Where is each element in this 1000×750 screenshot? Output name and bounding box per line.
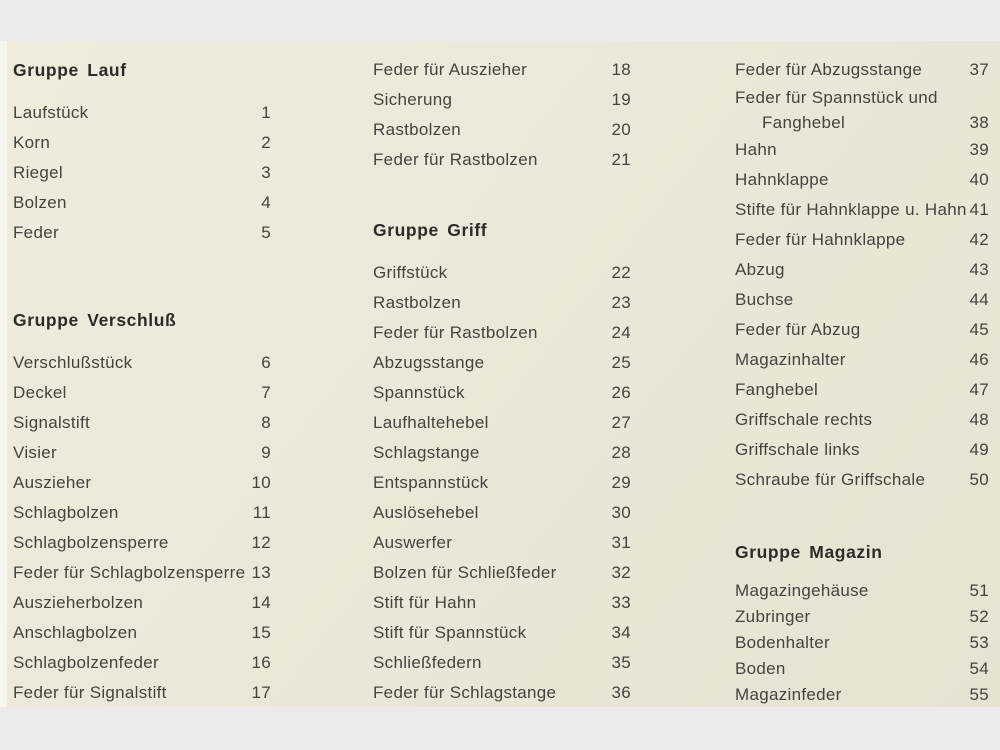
part-name: Rastbolzen — [373, 120, 462, 139]
parts-list-page — [0, 41, 1000, 707]
parts-list-row — [735, 435, 989, 465]
parts-list-row — [13, 618, 271, 648]
part-name: Korn — [13, 133, 51, 152]
part-name: Magazinhalter — [735, 350, 846, 369]
parts-list-row — [13, 188, 271, 218]
part-name: Buchse — [735, 290, 794, 309]
part-number: 28 — [611, 443, 631, 462]
row-line-2 — [735, 110, 989, 135]
part-name: Deckel — [13, 383, 67, 402]
parts-list-row — [373, 145, 631, 175]
group-heading: Gruppe Lauf — [13, 60, 127, 80]
part-name: Bolzen für Schließfeder — [373, 563, 557, 582]
parts-list-row — [735, 225, 989, 255]
part-name: Feder für Abzug — [735, 320, 861, 339]
part-name: Feder für Schlagbolzensperre — [13, 563, 246, 582]
part-name: Rastbolzen — [373, 293, 462, 312]
part-name: Auswerfer — [373, 533, 453, 552]
part-number: 15 — [251, 623, 271, 642]
part-name: Stift für Spannstück — [373, 623, 527, 642]
part-name: Griffschale links — [735, 440, 860, 459]
parts-list-row — [373, 55, 631, 85]
parts-list-row — [735, 465, 989, 495]
parts-list-row — [13, 468, 271, 498]
part-name: Auszieher — [13, 473, 92, 492]
part-name: Abzugsstange — [373, 353, 485, 372]
part-number: 21 — [611, 150, 631, 169]
column-griff — [373, 55, 631, 708]
part-number: 8 — [261, 413, 271, 432]
parts-list-row — [735, 255, 989, 285]
parts-list-row — [735, 578, 989, 604]
parts-list-row — [735, 630, 989, 656]
part-name: Schraube für Griffschale — [735, 470, 926, 489]
part-name: Hahnklappe — [735, 170, 829, 189]
part-number: 12 — [251, 533, 271, 552]
part-name: Schlagbolzen — [13, 503, 119, 522]
parts-list-row — [735, 315, 989, 345]
part-number: 17 — [251, 683, 271, 702]
part-name-continued: Fanghebel — [762, 113, 846, 132]
part-name: Abzug — [735, 260, 785, 279]
part-name: Magazingehäuse — [735, 581, 869, 600]
part-name: Laufstück — [13, 103, 89, 122]
parts-list-row — [13, 558, 271, 588]
parts-list-row — [373, 115, 631, 145]
parts-list-row — [13, 588, 271, 618]
part-name: Schlagbolzensperre — [13, 533, 169, 552]
part-number: 20 — [611, 120, 631, 139]
part-number: 55 — [969, 685, 989, 704]
part-name: Boden — [735, 659, 786, 678]
part-number: 30 — [611, 503, 631, 522]
part-name: Anschlagbolzen — [13, 623, 138, 642]
parts-list-row — [13, 408, 271, 438]
part-number: 47 — [969, 380, 989, 399]
part-number: 22 — [611, 263, 631, 282]
part-number: 44 — [969, 290, 989, 309]
part-number: 3 — [261, 163, 271, 182]
parts-list-row — [13, 218, 271, 248]
part-number: 18 — [611, 60, 631, 79]
items-block — [735, 578, 989, 708]
part-name: Bolzen — [13, 193, 67, 212]
part-number: 48 — [969, 410, 989, 429]
part-number: 31 — [611, 533, 631, 552]
parts-list-row — [13, 528, 271, 558]
parts-list-row — [373, 588, 631, 618]
parts-list-row — [735, 85, 989, 135]
part-number: 1 — [261, 103, 271, 122]
part-number: 51 — [969, 581, 989, 600]
part-name: Griffschale rechts — [735, 410, 873, 429]
part-name: Feder für Rastbolzen — [373, 150, 538, 169]
parts-list-row — [373, 438, 631, 468]
part-name: Auszieherbolzen — [13, 593, 144, 612]
part-number: 25 — [611, 353, 631, 372]
part-name: Laufhaltehebel — [373, 413, 489, 432]
part-name: Feder für Spannstück und — [735, 88, 938, 107]
part-number: 13 — [251, 563, 271, 582]
part-number: 27 — [611, 413, 631, 432]
parts-list-row — [13, 498, 271, 528]
part-name: Signalstift — [13, 413, 91, 432]
row-line-1 — [735, 85, 989, 110]
parts-list-row — [373, 468, 631, 498]
part-number: 53 — [969, 633, 989, 652]
items-block — [735, 55, 989, 495]
part-number: 42 — [969, 230, 989, 249]
part-name: Riegel — [13, 163, 63, 182]
part-number: 6 — [261, 353, 271, 372]
part-number: 33 — [611, 593, 631, 612]
parts-list-row — [13, 128, 271, 158]
part-number: 43 — [969, 260, 989, 279]
part-number: 9 — [261, 443, 271, 462]
part-name: Feder für Signalstift — [13, 683, 167, 702]
page-left-edge — [0, 41, 7, 707]
items-block — [373, 55, 631, 175]
part-number: 49 — [969, 440, 989, 459]
part-number: 11 — [252, 503, 271, 522]
part-number: 7 — [261, 383, 271, 402]
part-name: Feder — [13, 223, 59, 242]
part-name: Stift für Hahn — [373, 593, 477, 612]
part-number: 4 — [261, 193, 271, 212]
part-name: Schlagbolzenfeder — [13, 653, 159, 672]
part-number: 50 — [969, 470, 989, 489]
parts-list-row — [735, 195, 989, 225]
parts-list-row — [373, 378, 631, 408]
parts-list-row — [373, 318, 631, 348]
group-heading: Gruppe Magazin — [735, 542, 883, 562]
part-number: 2 — [261, 133, 271, 152]
part-number: 16 — [251, 653, 271, 672]
part-name: Feder für Hahnklappe — [735, 230, 906, 249]
part-number: 24 — [611, 323, 631, 342]
part-name: Feder für Auszieher — [373, 60, 528, 79]
parts-list-row — [735, 682, 989, 708]
part-number: 14 — [251, 593, 271, 612]
parts-list-row — [373, 618, 631, 648]
part-name: Schlagstange — [373, 443, 480, 462]
parts-list-row — [735, 165, 989, 195]
part-name: Auslösehebel — [373, 503, 479, 522]
items-block — [13, 98, 271, 248]
part-number: 23 — [611, 293, 631, 312]
part-number: 46 — [969, 350, 989, 369]
parts-list-row — [13, 438, 271, 468]
part-name: Entspannstück — [373, 473, 489, 492]
parts-list-row — [735, 135, 989, 165]
parts-list-row — [373, 348, 631, 378]
part-name: Spannstück — [373, 383, 465, 402]
group-heading: Gruppe Verschluß — [13, 310, 177, 330]
part-name: Schließfedern — [373, 653, 482, 672]
parts-list-row — [373, 288, 631, 318]
parts-list-row — [735, 345, 989, 375]
part-name: Feder für Abzugsstange — [735, 60, 923, 79]
part-number: 34 — [611, 623, 631, 642]
parts-list-row — [373, 558, 631, 588]
parts-list-row — [373, 408, 631, 438]
part-name: Feder für Rastbolzen — [373, 323, 538, 342]
parts-list-row — [735, 285, 989, 315]
parts-list-row — [13, 98, 271, 128]
part-name: Hahn — [735, 140, 777, 159]
part-number: 29 — [611, 473, 631, 492]
part-name: Feder für Schlagstange — [373, 683, 557, 702]
parts-list-row — [13, 648, 271, 678]
part-name: Visier — [13, 443, 58, 462]
parts-list-row — [373, 528, 631, 558]
part-number: 40 — [969, 170, 989, 189]
part-number: 39 — [969, 140, 989, 159]
part-name: Verschlußstück — [13, 353, 133, 372]
parts-list-row — [13, 678, 271, 708]
part-name: Zubringer — [735, 607, 811, 626]
column-abzug-magazin — [735, 55, 989, 708]
part-number: 10 — [251, 473, 271, 492]
part-name: Sicherung — [373, 90, 453, 109]
parts-list-row — [735, 604, 989, 630]
parts-list-row — [13, 348, 271, 378]
group-heading: Gruppe Griff — [373, 220, 488, 240]
items-block — [373, 258, 631, 708]
part-number: 38 — [969, 113, 989, 132]
part-name: Stifte für Hahnklappe u. Hahn — [735, 200, 967, 219]
parts-list-row — [373, 258, 631, 288]
part-number: 45 — [969, 320, 989, 339]
part-number: 36 — [611, 683, 631, 702]
items-block — [13, 348, 271, 708]
scan-background-bottom — [0, 707, 1000, 750]
parts-list-row — [373, 85, 631, 115]
part-number: 26 — [611, 383, 631, 402]
part-number: 37 — [969, 60, 989, 79]
part-number: 41 — [969, 200, 989, 219]
parts-list-row — [13, 158, 271, 188]
part-number: 5 — [261, 223, 271, 242]
part-name: Magazinfeder — [735, 685, 842, 704]
parts-list-row — [735, 656, 989, 682]
parts-list-row — [735, 405, 989, 435]
parts-list-row — [735, 375, 989, 405]
parts-list-row — [735, 55, 989, 85]
column-lauf-verschluss — [13, 55, 271, 708]
scan-background-top — [0, 0, 1000, 41]
part-number: 32 — [611, 563, 631, 582]
parts-list-row — [373, 648, 631, 678]
part-name: Griffstück — [373, 263, 448, 282]
part-name: Fanghebel — [735, 380, 819, 399]
part-number: 54 — [969, 659, 989, 678]
part-name: Bodenhalter — [735, 633, 830, 652]
parts-list-row — [373, 498, 631, 528]
part-number: 19 — [611, 90, 631, 109]
parts-list-row — [13, 378, 271, 408]
part-number: 35 — [611, 653, 631, 672]
part-number: 52 — [969, 607, 989, 626]
parts-list-row — [373, 678, 631, 708]
